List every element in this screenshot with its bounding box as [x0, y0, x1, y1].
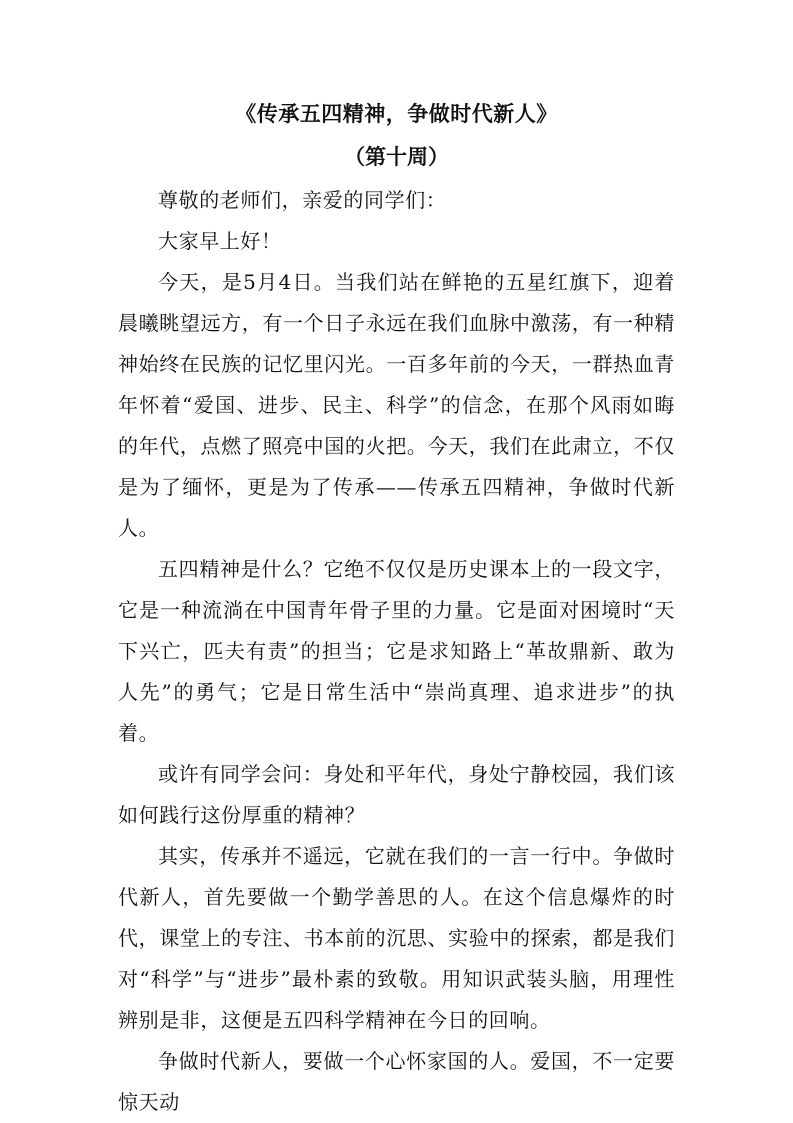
paragraph-patriotism: 争做时代新人，要做一个心怀家国的人。爱国，不一定要惊天动 [118, 1049, 675, 1114]
document-title: 《传承五四精神，争做时代新人》 [235, 101, 558, 126]
paragraph-question: 或许有同学会问：身处和平年代，身处宁静校园，我们该如何践行这份厚重的精神？ [118, 762, 675, 827]
paragraph-intro: 今天，是5月4日。当我们站在鲜艳的五星红旗下，迎着晨曦眺望远方，有一个日子永远在我们血脉中激荡，有一种精神始终在民族的记忆里闪光。一百多年前的今天，一群热血青年怀着“爱国、进步、民主、科学”的信念，在那个风雨如晦的年代，点燃了照亮中国的火把。今天，我们在此肃立，不仅是为了缅怀，更是为了传承——传承五四精神，争做时代新人。 [118, 270, 675, 540]
document-subtitle: （第十周） [344, 144, 449, 169]
paragraph-spirit: 五四精神是什么？它绝不仅仅是历史课本上的一段文字，它是一种流淌在中国青年骨子里的力量。它是面对困境时“天下兴亡，匹夫有责”的担当；它是求知路上“革故鼎新、敢为人先”的勇气；它是日常生活中“崇尚真理、追求进步”的执着。 [118, 557, 675, 745]
paragraph-greeting: 尊敬的老师们，亲爱的同学们： [158, 188, 447, 212]
paragraph-study: 其实，传承并不遥远，它就在我们的一言一行中。争做时代新人，首先要做一个勤学善思的人。在这个信息爆炸的时代，课堂上的专注、书本前的沉思、实验中的探索，都是我们对“科学”与“进步”最朴素的致敬。用知识武装头脑，用理性辨别是非，这便是五四科学精神在今日的回响。 [118, 844, 675, 1032]
paragraph-morning: 大家早上好！ [158, 229, 282, 253]
